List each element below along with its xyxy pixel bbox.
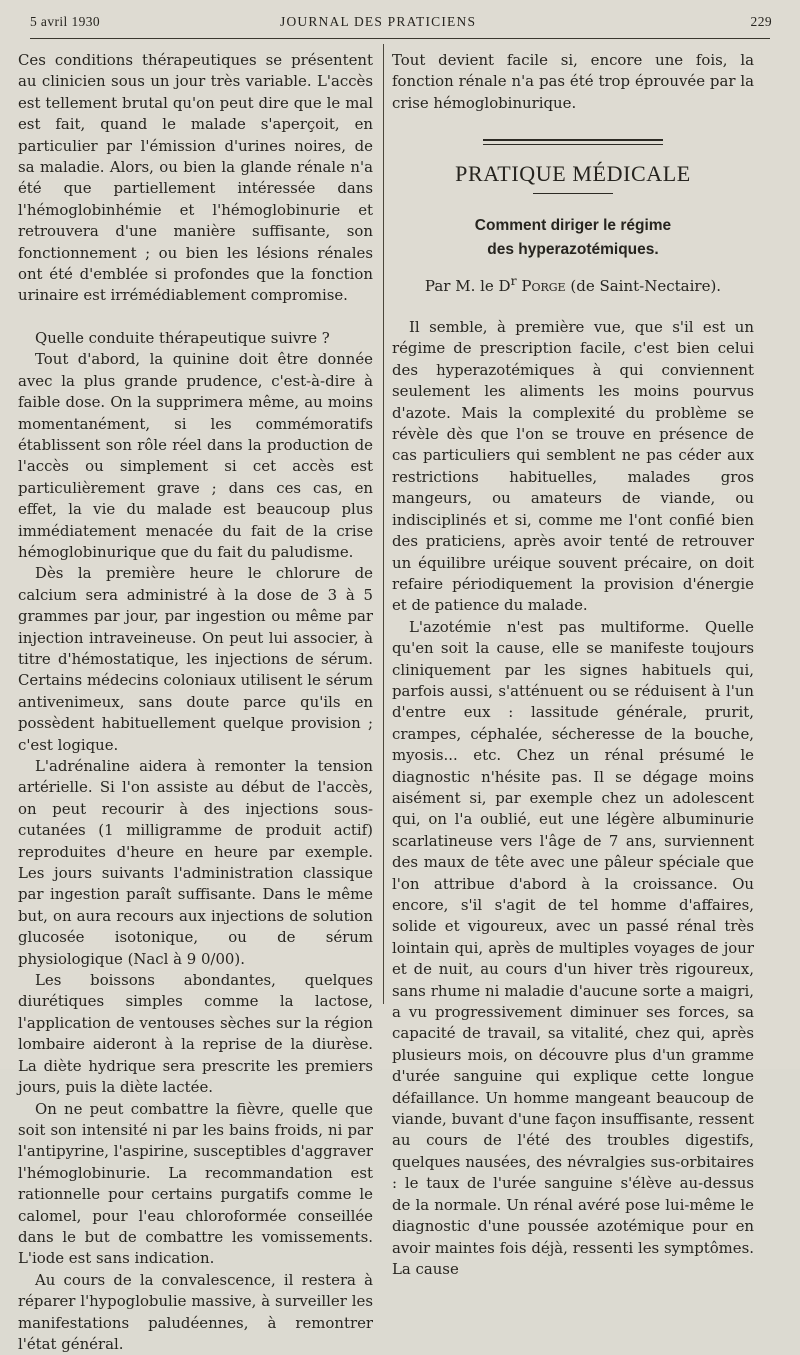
article-title-line-1: Comment diriger le régime [474, 216, 672, 234]
byline-suffix: (de Saint-Nectaire). [570, 276, 722, 295]
paragraph: Ces conditions thérapeutiques se présentent au clinicien sous un jour très variable. L'accès est tellement brutal qu'on peut dire que le mal est fait, quand le malade s'aperçoit, en particulier par l'émission d'urines noires, de sa maladie. Alors, ou bien la glande rénale n'a été que partiellement intéressée dans l'hémoglobinhémie et l'hémoglobinurie et retrouvera d'une manière suffisante, son fonctionnement ; ou bien les lésions rénales ont été d'emblée si profondes que la fonction urinaire est irrémédiablement compromise. [18, 51, 373, 305]
header-date: 5 avril 1930 [30, 14, 101, 29]
article-title-line-2: des hyperazotémiques. [487, 240, 659, 258]
section-rule [483, 139, 663, 145]
byline-superscript: r [510, 272, 517, 288]
column-divider [383, 44, 384, 1004]
byline [392, 270, 754, 297]
intro-paragraph: Tout devient facile si, encore une fois, la fonction rénale n'a pas été trop éprouvée par la crise hémoglobinurique. [392, 51, 754, 112]
author-name: Porge [521, 276, 566, 295]
paragraph: Dès la première heure le chlorure de calcium sera administré à la dose de 3 à 5 grammes par jour, par ingestion ou même par injection intraveineuse. On peut lui associer, à titre d'hémostatique, les injections de sérum. Certains médecins coloniaux utilisent le sérum antivenimeux, sans doute parce qu'ils en possèdent habituellement quelque provision ; c'est logique. [18, 564, 373, 754]
question-line: Quelle conduite thérapeutique suivre ? [35, 328, 330, 347]
paragraph: Les boissons abondantes, quelques diurétiques simples comme la lactose, l'application de ventouses sèches sur la région lombaire aideront à la reprise de la diurèse. La diète hydrique sera prescrite les premiers jours, puis la diète lactée. [18, 971, 373, 1097]
header-rule [30, 38, 770, 39]
article-title [392, 214, 754, 262]
paragraph: On ne peut combattre la fièvre, quelle que soit son intensité ni par les bains froids, ni par l'antipyrine, l'aspirine, susceptibles d'aggraver l'hémoglobinurie. La recommandation est rationnelle pour certains purgatifs comme le calomel, pour l'eau chloroformée conseillée dans le but de combattre les vomissements. L'iode est sans indication. [18, 1099, 373, 1268]
header-page-number: 229 [750, 14, 772, 29]
section-title: PRATIQUE MÉDICALE [455, 161, 691, 187]
paragraph: Il semble, à première vue, que s'il est un régime de prescription facile, c'est bien celui des hyperazotémiques à qui conviennent seulement les aliments les moins pourvus d'azote. Mais la complexité du problème se révèle dès que l'on se trouve en présence de cas particuliers qui semblent ne pas céder aux restrictions habituelles, malades gros mangeurs, ou amateurs de viande, ou indisciplinés et si, comme me l'ont confié bien des praticiens, après avoir tenté de retrouver un équilibre uréique souvent précaire, on doit refaire périodiquement la provision d'énergie et de patience du malade. [392, 318, 754, 615]
byline-prefix: Par M. le D [424, 276, 511, 295]
left-column [18, 50, 373, 1355]
header-journal-title: JOURNAL DES PRATICIENS [280, 14, 477, 29]
title-underline [533, 193, 613, 194]
paragraph: Tout d'abord, la quinine doit être donnée avec la plus grande prudence, c'est-à-dire à faible dose. On la supprimera même, au moins momentanément, si les commémoratifs établissent son rôle réel dans la production de l'accès ou simplement si cet accès est particulièrement grave ; dans ces cas, en effet, la vie du malade est beaucoup plus immédiatement menacée du fait de la crise hémoglobinurique que du fait du paludisme. [18, 350, 373, 561]
paragraph: L'azotémie n'est pas multiforme. Quelle qu'en soit la cause, elle se manifeste toujours cliniquement par les signes habituels qui, parfois aussi, s'atténuent ou se réduisent à l'un d'entre eux : lassitude générale, prurit, crampes, céphalée, sécheresse de la bouche, myosis... etc. Chez un rénal présumé le diagnostic n'hésite pas. Il se dégage moins aisément si, par exemple chez un adolescent qui, on l'a oublié, eut une légère albuminurie scarlatineuse vers l'âge de 7 ans, surviennent des maux de tête avec une pâleur spéciale que l'on attribue d'abord à la croissance. Ou encore, s'il s'agit de tel homme d'affaires, solide et vigoureux, avec un passé rénal très lointain qui, après de multiples voyages de jour et de nuit, au cours d'un hiver très rigoureux, sans rhume ni maladie d'aucune sorte a maigri, a vu progressivement diminuer ses forces, sa capacité de travail, sa vitalité, chez qui, après plusieurs mois, on découvre plus d'un gramme d'urée sanguine qui explique cette longue défaillance. Un homme mangeant beaucoup de viande, buvant d'une façon insuffisante, ressent au cours de l'été des troubles digestifs, quelques nausées, des névralgies sus-orbitaires : le taux de l'urée sanguine s'élève au-dessus de la normale. Un rénal avéré pose lui-même le diagnostic d'une poussée azotémique pour en avoir maintes fois déjà, ressenti les symptômes. La cause [392, 617, 754, 1278]
paragraph: Au cours de la convalescence, il restera à réparer l'hypoglobulie massive, à surveiller les manifestations paludéennes, à remontrer l'état général. [18, 1270, 373, 1353]
right-column [392, 50, 754, 1280]
running-header [30, 14, 772, 34]
paragraph: L'adrénaline aidera à remonter la tension artérielle. Si l'on assiste au début de l'accès, on peut recourir à des injections sous-cutanées (1 milligramme de produit actif) reproduites d'heure en heure par exemple. Les jours suivants l'administration classique par ingestion paraît suffisante. Dans le même but, on aura recours aux injections de solution glucosée isotonique, ou de sérum physiologique (Nacl à 9 0/00). [18, 757, 373, 968]
